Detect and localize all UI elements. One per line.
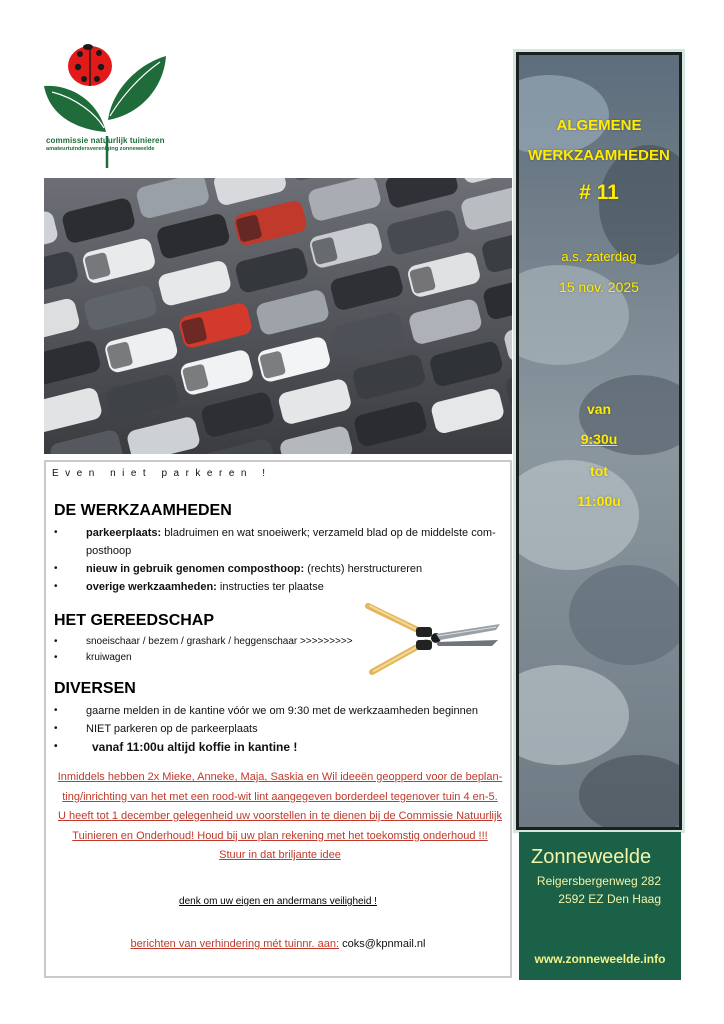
event-title-1: ALGEMENE [556,117,642,134]
website-link[interactable]: www.zonneweelde.info [534,952,666,966]
gereedschap-heading: HET GEREEDSCHAP [54,612,215,629]
event-title-2: WERKZAAMHEDEN [528,147,670,164]
end-time: 11:00u [577,493,621,509]
event-announcement [516,52,682,830]
werkzaamheden-heading: DE WERKZAAMHEDEN [54,502,232,519]
list-item: • overige werkzaamheden: instructies ter plaatse [54,578,496,596]
diversen-list [54,702,478,756]
list-item: • parkeerplaats: bladruimen en wat snoeiwerk; verzameld blad op de middelste com- [54,524,496,542]
start-time: 9:30u [580,431,618,447]
parked-cars-image [44,178,512,454]
info-panel [44,460,512,978]
event-number: # 11 [579,181,619,204]
address-block [519,832,681,980]
list-item: • kruiwagen [54,650,353,666]
from-label: van [586,401,612,417]
postal-address: 2592 EZ Den Haag [558,892,661,906]
report-label: berichten van verhindering mét tuinnr. aan: [130,938,340,950]
list-item-continued: posthoop [86,545,132,557]
parking-lot-photo [44,178,512,454]
list-item: • vanaf 11:00u altijd koffie in kantine ! [54,738,478,756]
diversen-heading: DIVERSEN [54,680,136,697]
org-subname: amateurtuindersvereniging zonneweelde [46,146,155,152]
list-item: • snoeischaar / bezem / grashark / heggenschaar >>>>>>>>> [54,634,353,650]
to-label: tot [590,463,608,479]
club-name: Zonneweelde [531,846,652,868]
event-day: a.s. zaterdag [561,249,637,264]
org-name: commissie natuurlijk tuinieren [46,136,165,145]
list-item: • NIET parkeren op de parkeerplaats [54,720,478,738]
club-logo [40,40,180,168]
list-item: • nieuw in gebruik genomen composthoop: (rechts) herstructureren [54,560,496,578]
werkzaamheden-list [54,524,496,596]
hedge-shears-icon [364,600,504,680]
subtitle: Even niet parkeren ! [52,468,272,479]
event-date: 15 nov. 2025 [559,279,639,295]
gereedschap-list [54,634,353,666]
street-address: Reigersbergenweg 282 [536,874,661,888]
list-item: • gaarne melden in de kantine vóór we om 9:30 met de werkzaamheden beginnen [54,702,478,720]
report-email[interactable]: coks@kpnmail.nl [342,938,426,950]
safety-notice: denk om uw eigen en andermans veiligheid ! [179,896,377,907]
proposal-remark: Inmiddels hebben 2x Mieke, Anneke, Maja, Saskia en Wil ideeën geopperd voor de beplan- ting/inrichting van het met een rood-wit lint aangegeven borderdeel tegenover tuin 4 en-5. U heeft tot 1 december gelegenheid uw voorstellen in te dienen bij de Commissie Natuurlijk Tuinieren en Onderhoud! Houd bij uw plan rekening met het toekomstig onderhoud !!! Stuur in dat briljante idee [57,771,503,861]
absence-report [46,938,510,950]
